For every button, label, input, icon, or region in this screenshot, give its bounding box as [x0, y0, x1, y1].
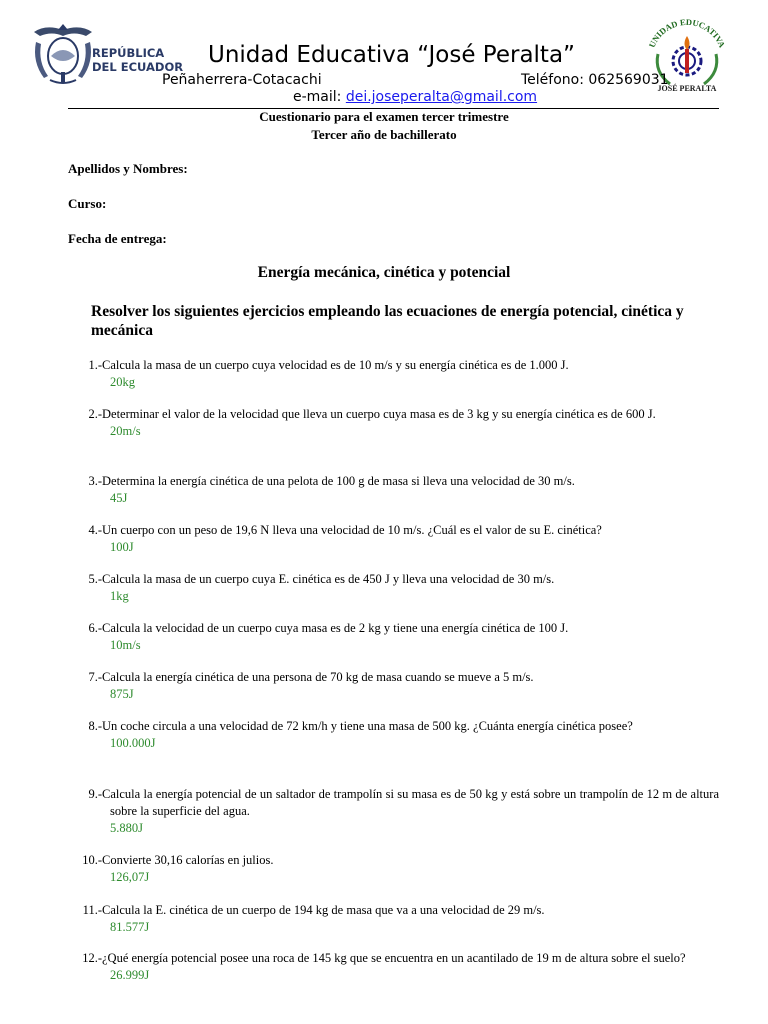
question-answer: 100.000J	[110, 736, 156, 750]
question-item	[68, 786, 719, 837]
question-text: Determina la energía cinética de una pelota de 100 g de masa si lleva una velocidad de 30 m/s.	[102, 474, 575, 488]
grade-title: Tercer año de bachillerato	[311, 127, 457, 142]
email-label: e-mail:	[293, 89, 346, 105]
question-item	[68, 902, 719, 936]
question-item	[68, 852, 719, 886]
question-answer: 1kg	[110, 589, 129, 603]
topic-heading: Energía mecánica, cinética y potencial	[257, 264, 511, 281]
question-answer: 45J	[110, 491, 128, 505]
republic-label	[92, 46, 183, 74]
question-answer: 875J	[110, 687, 134, 701]
question-number: 9.-	[88, 787, 102, 801]
question-number: 7.-	[88, 670, 102, 684]
question-item	[68, 522, 719, 556]
logo-arc-text: UNIDAD EDUCATIVA	[646, 16, 728, 50]
exam-title: Cuestionario para el examen tercer trimestre	[259, 109, 509, 124]
question-answer: 20m/s	[110, 424, 141, 438]
question-answer: 10m/s	[110, 638, 141, 652]
school-address: Peñaherrera-Cotacachi	[162, 72, 322, 88]
question-item	[68, 571, 719, 605]
question-number: 10.-	[82, 853, 102, 867]
republic-line1: REPÚBLICA	[92, 46, 165, 60]
question-number: 4.-	[88, 523, 102, 537]
question-text: Calcula la velocidad de un cuerpo cuya masa es de 2 kg y tiene una energía cinética de 100 J.	[102, 621, 569, 635]
ecuador-coat-of-arms-icon	[28, 22, 98, 86]
question-answer: 100J	[110, 540, 134, 554]
question-item	[68, 718, 719, 752]
email-link[interactable]: dei.joseperalta@gmail.com	[345, 89, 538, 105]
question-number: 5.-	[88, 572, 102, 586]
question-answer: 5.880J	[110, 821, 143, 835]
question-text: Convierte 30,16 calorías en julios.	[102, 853, 274, 867]
question-number: 12.-	[82, 951, 102, 965]
question-text: Calcula la energía cinética de una persona de 70 kg de masa cuando se mueve a 5 m/s.	[102, 670, 534, 684]
question-answer: 26.999J	[110, 968, 150, 982]
question-item	[68, 357, 719, 391]
question-text: Un coche circula a una velocidad de 72 km/h y tiene una masa de 500 kg. ¿Cuánta energía cinética posee?	[102, 719, 633, 733]
question-item	[68, 473, 719, 507]
instruction-text: Resolver los siguientes ejercicios empleando las ecuaciones de energía potencial, cinética y mecánica	[91, 303, 684, 339]
question-text: Calcula la E. cinética de un cuerpo de 194 kg de masa que va a una velocidad de 29 m/s.	[102, 903, 545, 917]
question-item	[68, 406, 719, 440]
logo-bottom-text: JOSÉ PERALTA	[657, 84, 717, 93]
question-text: Calcula la energía potencial de un saltador de trampolín si su masa es de 50 kg y está sobre un trampolín de 12 m de altura sobre la superficie del agua.	[102, 787, 719, 818]
question-text: ¿Qué energía potencial posee una roca de 145 kg que se encuentra en un acantilado de 19 m de altura sobre el suelo?	[102, 951, 686, 965]
question-number: 8.-	[88, 719, 102, 733]
date-field-label: Fecha de entrega:	[68, 231, 167, 246]
question-number: 3.-	[88, 474, 102, 488]
question-text: Calcula la masa de un cuerpo cuya E. cinética es de 450 J y lleva una velocidad de 30 m/s.	[102, 572, 555, 586]
question-number: 6.-	[88, 621, 102, 635]
question-text: Calcula la masa de un cuerpo cuya velocidad es de 10 m/s y su energía cinética es de 1.000 J.	[102, 358, 569, 372]
question-item	[68, 669, 719, 703]
question-item	[68, 950, 719, 984]
question-number: 2.-	[88, 407, 102, 421]
question-number: 11.-	[82, 903, 102, 917]
question-item	[68, 620, 719, 654]
question-number: 1.-	[88, 358, 102, 372]
republic-line2: DEL ECUADOR	[92, 60, 184, 74]
school-name: Unidad Educativa “José Peralta”	[208, 42, 575, 68]
email-line	[293, 89, 537, 106]
school-phone: Teléfono: 062569031	[521, 72, 669, 88]
names-field-label: Apellidos y Nombres:	[68, 161, 188, 176]
question-answer: 20kg	[110, 375, 135, 389]
question-answer: 126,07J	[110, 870, 150, 884]
question-answer: 81.577J	[110, 920, 150, 934]
course-field-label: Curso:	[68, 196, 107, 211]
question-text: Un cuerpo con un peso de 19,6 N lleva una velocidad de 10 m/s. ¿Cuál es el valor de su E. cinética?	[102, 523, 602, 537]
question-text: Determinar el valor de la velocidad que lleva un cuerpo cuya masa es de 3 kg y su energía cinética es de 600 J.	[102, 407, 656, 421]
